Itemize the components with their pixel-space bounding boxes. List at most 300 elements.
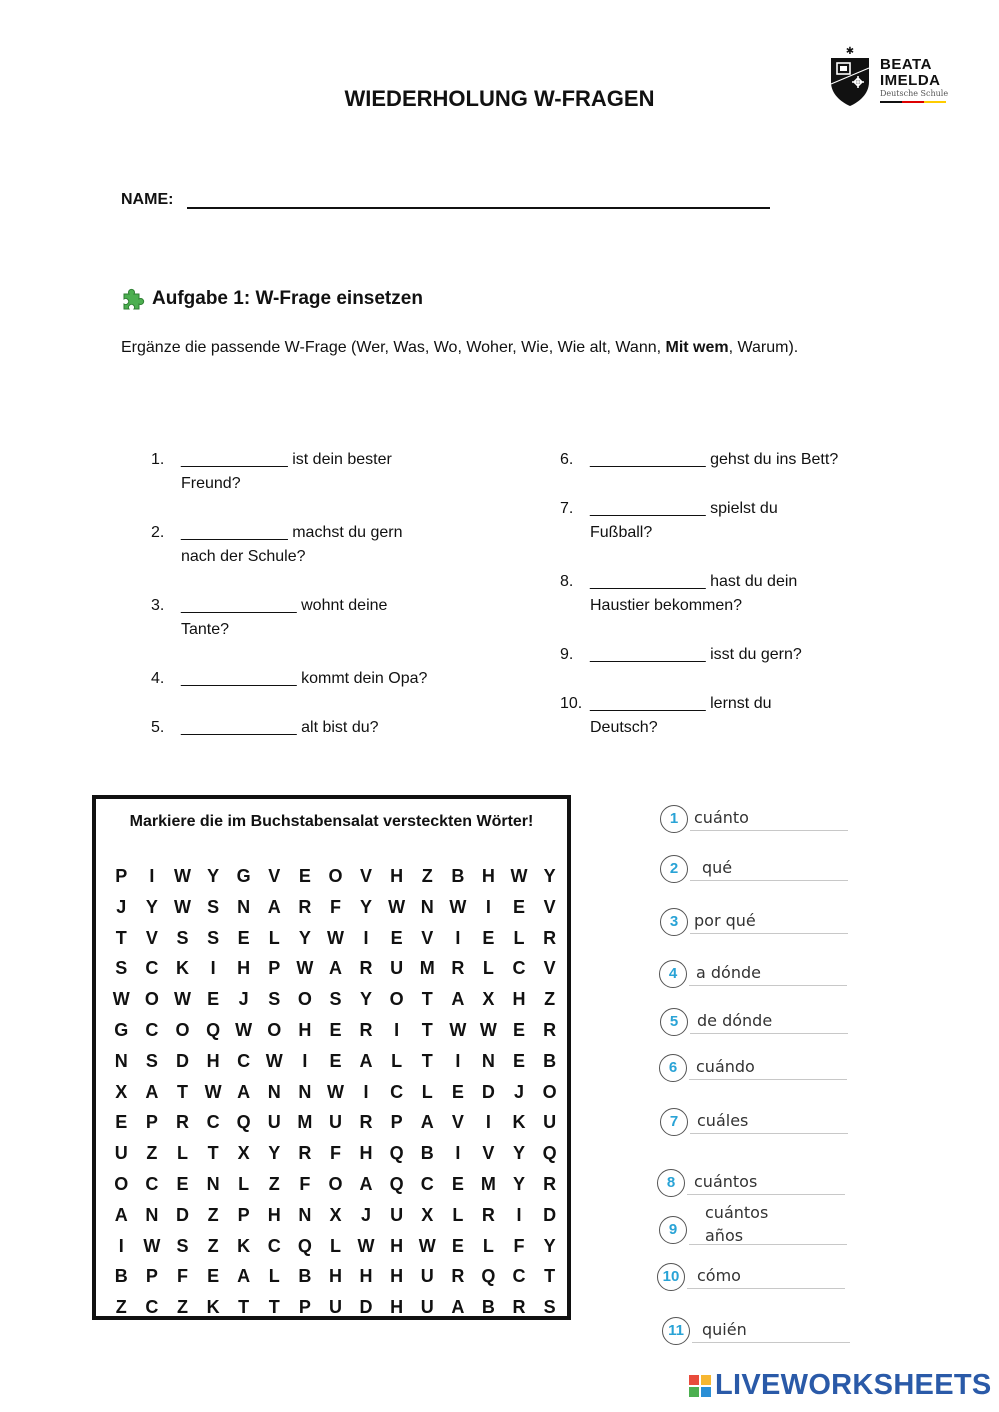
grid-letter[interactable]: T bbox=[544, 1266, 556, 1287]
grid-letter[interactable]: R bbox=[451, 1266, 465, 1287]
grid-letter[interactable]: W bbox=[479, 1019, 497, 1040]
grid-row bbox=[106, 861, 565, 892]
grid-letter[interactable]: U bbox=[390, 958, 404, 979]
grid-letter[interactable]: G bbox=[236, 866, 251, 886]
grid-letter[interactable]: N bbox=[145, 1204, 159, 1225]
grid-letter[interactable]: A bbox=[237, 1266, 251, 1287]
grid-letter[interactable]: I bbox=[149, 866, 155, 886]
grid-letter[interactable]: E bbox=[207, 1266, 220, 1287]
grid-letter[interactable]: H bbox=[267, 1204, 281, 1225]
grid-letter[interactable]: M bbox=[297, 1112, 313, 1133]
grid-letter[interactable]: X bbox=[115, 1081, 128, 1102]
grid-letter[interactable]: U bbox=[267, 1112, 281, 1133]
item-number-badge: 8 bbox=[657, 1169, 685, 1197]
grid-letter[interactable]: V bbox=[145, 927, 158, 948]
grid-letter[interactable]: K bbox=[206, 1297, 220, 1318]
spanish-word: cuándo bbox=[696, 1057, 755, 1076]
spanish-word: por qué bbox=[694, 911, 756, 930]
grid-letter[interactable]: L bbox=[482, 958, 494, 979]
grid-letter[interactable]: N bbox=[298, 1081, 312, 1102]
grid-letter[interactable]: V bbox=[360, 866, 373, 886]
grid-letter[interactable]: W bbox=[296, 958, 314, 979]
grid-letter[interactable]: I bbox=[363, 927, 369, 948]
grid-letter[interactable]: S bbox=[207, 927, 220, 948]
item-number-badge: 4 bbox=[659, 960, 687, 988]
grid-letter[interactable]: W bbox=[173, 896, 191, 917]
spanish-word-item bbox=[660, 1008, 860, 1038]
grid-letter[interactable]: E bbox=[298, 866, 311, 886]
grid-letter[interactable]: R bbox=[359, 1019, 373, 1040]
grid-letter[interactable]: C bbox=[420, 1173, 434, 1194]
grid-letter[interactable]: N bbox=[420, 896, 434, 917]
grid-row bbox=[106, 953, 565, 984]
grid-letter[interactable]: A bbox=[267, 896, 281, 917]
spanish-word bbox=[705, 1204, 768, 1245]
grid-letter[interactable]: F bbox=[329, 1143, 341, 1164]
spanish-word-line-2: años bbox=[705, 1226, 744, 1245]
grid-letter[interactable]: E bbox=[451, 1235, 464, 1256]
grid-letter[interactable]: U bbox=[328, 1112, 342, 1133]
grid-letter[interactable]: T bbox=[268, 1297, 280, 1318]
grid-letter[interactable]: W bbox=[388, 896, 406, 917]
grid-letter[interactable]: V bbox=[268, 866, 281, 886]
grid-letter[interactable]: C bbox=[145, 1173, 159, 1194]
grid-letter[interactable]: I bbox=[210, 958, 216, 979]
grid-letter[interactable]: C bbox=[206, 1112, 220, 1133]
grid-letter[interactable]: H bbox=[237, 958, 251, 979]
grid-letter[interactable]: E bbox=[176, 1173, 189, 1194]
logo-line-2: IMELDA bbox=[880, 72, 941, 89]
grid-letter[interactable]: R bbox=[175, 1112, 189, 1133]
grid-letter[interactable]: B bbox=[114, 1266, 128, 1287]
grid-letter[interactable]: E bbox=[451, 1081, 464, 1102]
grid-letter[interactable]: W bbox=[326, 1081, 344, 1102]
grid-letter[interactable]: Q bbox=[389, 1173, 404, 1194]
grid-letter[interactable]: U bbox=[114, 1143, 128, 1164]
question-number: 10. bbox=[560, 695, 583, 712]
grid-letter[interactable]: W bbox=[357, 1235, 375, 1256]
question-text[interactable]: _____________ gehst du ins Bett? bbox=[590, 451, 839, 468]
logo-square bbox=[701, 1375, 711, 1385]
question-text-cont: Deutsch? bbox=[590, 719, 658, 736]
grid-letter[interactable]: B bbox=[451, 866, 465, 886]
grid-letter[interactable]: C bbox=[512, 958, 526, 979]
spanish-word-line-1: cuántos bbox=[705, 1203, 769, 1222]
grid-letter[interactable]: Z bbox=[207, 1235, 219, 1256]
grid-letter[interactable]: S bbox=[207, 896, 220, 917]
grid-letter[interactable]: F bbox=[299, 1173, 311, 1194]
grid-letter[interactable]: D bbox=[359, 1297, 373, 1318]
grid-letter[interactable]: Z bbox=[207, 1204, 219, 1225]
grid-letter[interactable]: I bbox=[394, 1019, 400, 1040]
grid-letter[interactable]: Z bbox=[421, 866, 433, 886]
question-text[interactable]: _____________ lernst du bbox=[590, 695, 772, 712]
grid-letter[interactable]: I bbox=[363, 1081, 369, 1102]
grid-letter[interactable]: T bbox=[421, 1050, 433, 1071]
grid-letter[interactable]: E bbox=[237, 927, 250, 948]
grid-letter[interactable]: A bbox=[237, 1081, 251, 1102]
grid-letter[interactable]: N bbox=[267, 1081, 281, 1102]
grid-letter[interactable]: G bbox=[114, 1019, 129, 1040]
grid-letter[interactable]: T bbox=[421, 989, 433, 1010]
question-text-cont: Freund? bbox=[181, 475, 241, 492]
grid-letter[interactable]: U bbox=[420, 1297, 434, 1318]
grid-letter[interactable]: D bbox=[175, 1050, 189, 1071]
grid-letter[interactable]: Q bbox=[206, 1019, 221, 1040]
grid-row bbox=[106, 1138, 565, 1169]
grid-letter[interactable]: H bbox=[390, 866, 404, 886]
instruction-text: Ergänze die passende W-Frage (Wer, Was, Wo, Woher, Wie, Wie alt, Wann, bbox=[121, 339, 666, 356]
grid-letter[interactable]: M bbox=[419, 958, 435, 979]
grid-letter[interactable]: P bbox=[115, 866, 128, 886]
grid-letter[interactable]: P bbox=[298, 1297, 311, 1318]
grid-letter[interactable]: C bbox=[390, 1081, 404, 1102]
grid-letter[interactable]: T bbox=[176, 1081, 188, 1102]
grid-letter[interactable]: H bbox=[390, 1235, 404, 1256]
grid-row bbox=[106, 1261, 565, 1292]
grid-letter[interactable]: H bbox=[328, 1266, 342, 1287]
answer-line bbox=[690, 880, 848, 881]
grid-letter[interactable]: Y bbox=[145, 896, 158, 917]
grid-letter[interactable]: Y bbox=[513, 1173, 526, 1194]
grid-letter[interactable]: J bbox=[514, 1081, 525, 1102]
item-number-badge: 7 bbox=[660, 1108, 688, 1136]
grid-letter[interactable]: A bbox=[451, 1297, 465, 1318]
grid-letter[interactable]: C bbox=[145, 958, 159, 979]
grid-letter[interactable]: Y bbox=[543, 1235, 556, 1256]
word-search-title: Markiere die im Buchstabensalat versteckten Wörter! bbox=[129, 813, 534, 830]
grid-letter[interactable]: I bbox=[516, 1204, 522, 1225]
grid-row bbox=[106, 1292, 565, 1323]
puzzle-icon bbox=[121, 287, 145, 311]
name-input-line[interactable] bbox=[187, 207, 770, 209]
question-number: 8. bbox=[560, 573, 574, 590]
grid-letter[interactable]: Z bbox=[176, 1297, 188, 1318]
grid-letter[interactable]: W bbox=[326, 927, 344, 948]
grid-letter[interactable]: O bbox=[328, 866, 343, 886]
grid-letter[interactable]: E bbox=[513, 896, 526, 917]
grid-letter[interactable]: R bbox=[359, 958, 373, 979]
grid-letter[interactable]: T bbox=[115, 927, 127, 948]
logo-square bbox=[689, 1375, 699, 1385]
item-number-badge: 1 bbox=[660, 805, 688, 833]
grid-letter[interactable]: J bbox=[361, 1204, 372, 1225]
grid-letter[interactable]: I bbox=[455, 927, 461, 948]
question-text[interactable]: ____________ ist dein bester bbox=[181, 451, 392, 468]
grid-letter[interactable]: B bbox=[298, 1266, 312, 1287]
grid-letter[interactable]: N bbox=[206, 1173, 220, 1194]
grid-letter[interactable]: E bbox=[390, 927, 403, 948]
grid-letter[interactable]: U bbox=[543, 1112, 557, 1133]
grid-letter[interactable]: X bbox=[421, 1204, 434, 1225]
question-number: 2. bbox=[151, 524, 165, 541]
spanish-word-item bbox=[660, 1108, 860, 1138]
grid-letter[interactable]: P bbox=[145, 1266, 158, 1287]
grid-letter[interactable]: Z bbox=[146, 1143, 158, 1164]
grid-letter[interactable]: O bbox=[114, 1173, 129, 1194]
grid-letter[interactable]: L bbox=[176, 1143, 188, 1164]
grid-letter[interactable]: V bbox=[451, 1112, 464, 1133]
grid-letter[interactable]: O bbox=[542, 1081, 557, 1102]
grid-letter[interactable]: R bbox=[543, 1173, 557, 1194]
spanish-word: cómo bbox=[697, 1266, 741, 1285]
grid-letter[interactable]: A bbox=[359, 1050, 373, 1071]
grid-letter[interactable]: S bbox=[543, 1297, 556, 1318]
grid-letter[interactable]: E bbox=[329, 1019, 342, 1040]
grid-letter[interactable]: P bbox=[237, 1204, 250, 1225]
name-label: NAME: bbox=[121, 191, 174, 208]
grid-letter[interactable]: X bbox=[237, 1143, 250, 1164]
grid-letter[interactable]: I bbox=[485, 896, 491, 917]
grid-letter[interactable]: R bbox=[359, 1112, 373, 1133]
spanish-word-item bbox=[659, 1054, 859, 1084]
grid-letter[interactable]: O bbox=[267, 1019, 282, 1040]
grid-letter[interactable]: W bbox=[510, 866, 528, 886]
grid-row bbox=[106, 1015, 565, 1046]
grid-letter[interactable]: V bbox=[421, 927, 434, 948]
question-text[interactable]: _____________ kommt dein Opa? bbox=[181, 670, 428, 687]
grid-letter[interactable]: W bbox=[449, 896, 467, 917]
question-text[interactable]: _____________ spielst du bbox=[590, 500, 778, 517]
grid-letter[interactable]: N bbox=[237, 896, 251, 917]
grid-letter[interactable]: B bbox=[481, 1297, 495, 1318]
grid-letter[interactable]: W bbox=[265, 1050, 283, 1071]
grid-letter[interactable]: L bbox=[391, 1050, 403, 1071]
question-number: 4. bbox=[151, 670, 165, 687]
grid-letter[interactable]: H bbox=[512, 989, 526, 1010]
grid-letter[interactable]: I bbox=[485, 1112, 491, 1133]
answer-line bbox=[690, 830, 848, 831]
grid-letter[interactable]: A bbox=[145, 1081, 159, 1102]
grid-letter[interactable]: D bbox=[543, 1204, 557, 1225]
grid-letter[interactable]: W bbox=[143, 1235, 161, 1256]
grid-letter[interactable]: A bbox=[359, 1173, 373, 1194]
grid-letter[interactable]: E bbox=[115, 1112, 128, 1133]
grid-letter[interactable]: F bbox=[513, 1235, 525, 1256]
grid-letter[interactable]: W bbox=[235, 1019, 253, 1040]
spanish-word: cuánto bbox=[694, 808, 749, 827]
question-text[interactable]: _____________ alt bist du? bbox=[181, 719, 379, 736]
grid-letter[interactable]: S bbox=[145, 1050, 158, 1071]
grid-letter[interactable]: H bbox=[481, 866, 495, 886]
grid-letter[interactable]: X bbox=[482, 989, 495, 1010]
question-text[interactable]: _____________ isst du gern? bbox=[590, 646, 802, 663]
grid-letter[interactable]: C bbox=[145, 1297, 159, 1318]
grid-letter[interactable]: F bbox=[176, 1266, 188, 1287]
grid-letter[interactable]: E bbox=[451, 1173, 464, 1194]
answer-line bbox=[692, 1342, 850, 1343]
question-text[interactable]: _____________ hast du dein bbox=[590, 573, 798, 590]
grid-letter[interactable]: A bbox=[451, 989, 465, 1010]
grid-row bbox=[106, 1200, 565, 1231]
grid-letter[interactable]: O bbox=[328, 1173, 343, 1194]
grid-letter[interactable]: H bbox=[359, 1266, 373, 1287]
grid-letter[interactable]: Q bbox=[389, 1143, 404, 1164]
grid-letter[interactable]: C bbox=[237, 1050, 251, 1071]
grid-letter[interactable]: Z bbox=[115, 1297, 127, 1318]
grid-letter[interactable]: P bbox=[390, 1112, 403, 1133]
grid-letter[interactable]: P bbox=[268, 958, 281, 979]
liveworksheets-brand[interactable] bbox=[689, 1369, 992, 1402]
grid-letter[interactable]: K bbox=[237, 1235, 251, 1256]
grid-letter[interactable]: N bbox=[481, 1050, 495, 1071]
grid-letter[interactable]: U bbox=[420, 1266, 434, 1287]
answer-line bbox=[690, 1133, 848, 1134]
grid-letter[interactable]: Y bbox=[268, 1143, 281, 1164]
grid-letter[interactable]: R bbox=[298, 1143, 312, 1164]
grid-letter[interactable]: S bbox=[176, 927, 189, 948]
grid-letter[interactable]: Q bbox=[481, 1266, 496, 1287]
grid-letter[interactable]: O bbox=[389, 989, 404, 1010]
grid-letter[interactable]: S bbox=[329, 989, 342, 1010]
grid-letter[interactable]: L bbox=[452, 1204, 464, 1225]
logo-subtitle: Deutsche Schule bbox=[880, 89, 949, 98]
spanish-word: qué bbox=[702, 858, 733, 877]
question-number: 1. bbox=[151, 451, 165, 468]
grid-letter[interactable]: E bbox=[513, 1019, 526, 1040]
grid-letter[interactable]: Y bbox=[360, 896, 373, 917]
instruction-bold: Mit wem bbox=[665, 339, 729, 356]
grid-letter[interactable]: O bbox=[175, 1019, 190, 1040]
grid-letter[interactable]: L bbox=[482, 1235, 494, 1256]
grid-letter[interactable]: O bbox=[297, 989, 312, 1010]
grid-letter[interactable]: V bbox=[482, 1143, 495, 1164]
grid-letter[interactable]: I bbox=[302, 1050, 308, 1071]
task-heading-text: Aufgabe 1: W-Frage einsetzen bbox=[152, 288, 423, 309]
spanish-word-item bbox=[659, 960, 859, 990]
grid-letter[interactable]: E bbox=[482, 927, 495, 948]
grid-letter[interactable]: U bbox=[328, 1297, 342, 1318]
question-number: 9. bbox=[560, 646, 574, 663]
grid-letter[interactable]: S bbox=[115, 958, 128, 979]
grid-letter[interactable]: P bbox=[145, 1112, 158, 1133]
grid-letter[interactable]: F bbox=[329, 896, 341, 917]
item-number-badge: 3 bbox=[660, 908, 688, 936]
grid-letter[interactable]: D bbox=[481, 1081, 495, 1102]
answer-line bbox=[687, 1288, 845, 1289]
grid-letter[interactable]: H bbox=[390, 1297, 404, 1318]
grid-letter[interactable]: V bbox=[543, 896, 556, 917]
grid-letter[interactable]: J bbox=[116, 896, 127, 917]
grid-letter[interactable]: V bbox=[543, 958, 556, 979]
grid-letter[interactable]: W bbox=[173, 866, 191, 886]
grid-letter[interactable]: L bbox=[268, 1266, 280, 1287]
grid-letter[interactable]: K bbox=[512, 1112, 526, 1133]
grid-letter[interactable]: Q bbox=[236, 1112, 251, 1133]
grid-letter[interactable]: X bbox=[329, 1204, 342, 1225]
grid-letter[interactable]: R bbox=[512, 1297, 526, 1318]
grid-letter[interactable]: D bbox=[175, 1204, 189, 1225]
grid-letter[interactable]: R bbox=[451, 958, 465, 979]
grid-letter[interactable]: R bbox=[298, 896, 312, 917]
item-number-badge: 9 bbox=[659, 1216, 687, 1244]
grid-row bbox=[106, 1046, 565, 1077]
grid-letter[interactable]: W bbox=[449, 1019, 467, 1040]
grid-letter[interactable]: C bbox=[512, 1266, 526, 1287]
grid-letter[interactable]: B bbox=[543, 1050, 557, 1071]
grid-letter[interactable]: A bbox=[114, 1204, 128, 1225]
instruction-text-end: , Warum). bbox=[728, 339, 799, 356]
grid-letter[interactable]: L bbox=[513, 927, 525, 948]
grid-letter[interactable]: B bbox=[420, 1143, 434, 1164]
grid-row bbox=[106, 984, 565, 1015]
grid-letter[interactable]: S bbox=[268, 989, 281, 1010]
grid-letter[interactable]: S bbox=[176, 1235, 189, 1256]
grid-letter[interactable]: Z bbox=[268, 1173, 280, 1194]
grid-letter[interactable]: Y bbox=[360, 989, 373, 1010]
grid-letter[interactable]: Y bbox=[298, 927, 311, 948]
grid-letter[interactable]: W bbox=[418, 1235, 436, 1256]
grid-letter[interactable]: Q bbox=[297, 1235, 312, 1256]
grid-row bbox=[106, 923, 565, 954]
grid-letter[interactable]: L bbox=[238, 1173, 250, 1194]
logo-line-1: BEATA bbox=[880, 56, 932, 73]
grid-letter[interactable]: Y bbox=[513, 1143, 526, 1164]
grid-letter[interactable]: N bbox=[114, 1050, 128, 1071]
grid-letter[interactable]: Q bbox=[542, 1143, 557, 1164]
grid-letter[interactable]: R bbox=[543, 927, 557, 948]
grid-letter[interactable]: E bbox=[329, 1050, 342, 1071]
grid-letter[interactable]: L bbox=[421, 1081, 433, 1102]
word-search-grid bbox=[106, 861, 565, 1323]
grid-letter[interactable]: T bbox=[421, 1019, 433, 1040]
spanish-word-item bbox=[657, 1263, 857, 1293]
grid-letter[interactable]: L bbox=[268, 927, 280, 948]
grid-letter[interactable]: C bbox=[267, 1235, 281, 1256]
grid-row bbox=[106, 892, 565, 923]
grid-letter[interactable]: A bbox=[328, 958, 342, 979]
grid-letter[interactable]: C bbox=[145, 1019, 159, 1040]
grid-letter[interactable]: W bbox=[173, 989, 191, 1010]
grid-letter[interactable]: W bbox=[204, 1081, 222, 1102]
grid-letter[interactable]: H bbox=[390, 1266, 404, 1287]
grid-letter[interactable]: E bbox=[207, 989, 220, 1010]
question-text-cont: Tante? bbox=[181, 621, 230, 638]
grid-letter[interactable]: U bbox=[390, 1204, 404, 1225]
grid-letter[interactable]: T bbox=[238, 1297, 250, 1318]
grid-letter[interactable]: W bbox=[112, 989, 130, 1010]
grid-letter[interactable]: O bbox=[144, 989, 159, 1010]
grid-letter[interactable]: H bbox=[206, 1050, 220, 1071]
grid-letter[interactable]: Z bbox=[544, 989, 556, 1010]
grid-letter[interactable]: I bbox=[118, 1235, 124, 1256]
grid-letter[interactable]: J bbox=[238, 989, 249, 1010]
grid-letter[interactable]: M bbox=[480, 1173, 496, 1194]
grid-letter[interactable]: I bbox=[455, 1050, 461, 1071]
question-text[interactable]: _____________ wohnt deine bbox=[181, 597, 388, 614]
grid-letter[interactable]: L bbox=[329, 1235, 341, 1256]
grid-letter[interactable]: Y bbox=[543, 866, 556, 886]
grid-letter[interactable]: R bbox=[543, 1019, 557, 1040]
grid-letter[interactable]: R bbox=[481, 1204, 495, 1225]
question-text[interactable]: ____________ machst du gern bbox=[181, 524, 403, 541]
grid-letter[interactable]: H bbox=[359, 1143, 373, 1164]
grid-letter[interactable]: T bbox=[207, 1143, 219, 1164]
spanish-word: cuáles bbox=[697, 1111, 749, 1130]
grid-letter[interactable]: Y bbox=[207, 866, 220, 886]
answer-line bbox=[689, 1079, 847, 1080]
grid-letter[interactable]: K bbox=[175, 958, 189, 979]
grid-letter[interactable]: N bbox=[298, 1204, 312, 1225]
grid-letter[interactable]: A bbox=[420, 1112, 434, 1133]
grid-letter[interactable]: I bbox=[455, 1143, 461, 1164]
question-number: 5. bbox=[151, 719, 165, 736]
grid-letter[interactable]: H bbox=[298, 1019, 312, 1040]
task-heading bbox=[121, 287, 423, 311]
liveworksheets-logo-icon bbox=[689, 1375, 711, 1397]
grid-letter[interactable]: E bbox=[513, 1050, 526, 1071]
item-number-badge: 2 bbox=[660, 855, 688, 883]
